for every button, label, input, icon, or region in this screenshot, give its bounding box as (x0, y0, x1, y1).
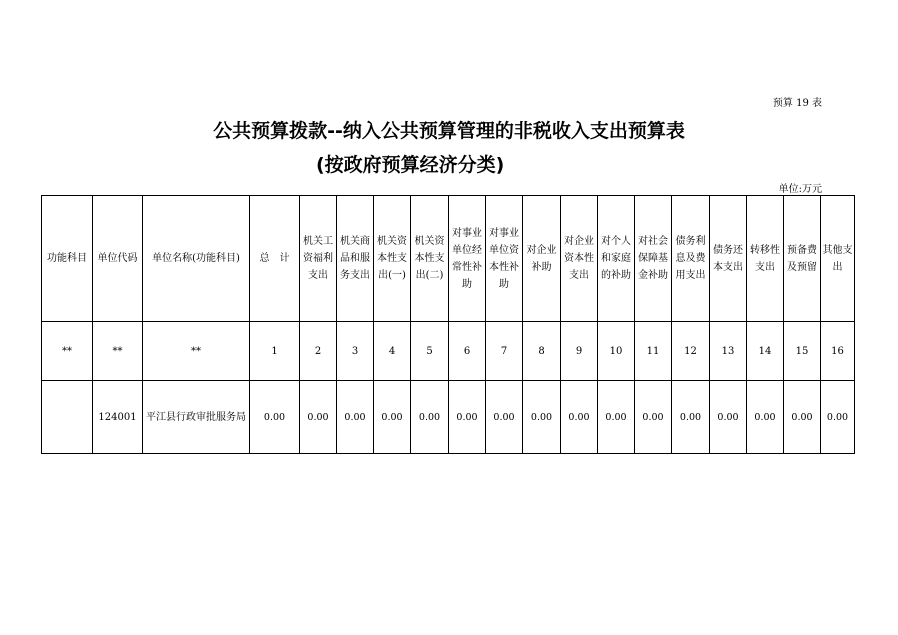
header-cell: 债务还本支出 (710, 196, 747, 322)
index-cell: 5 (411, 322, 449, 381)
header-cell: 机关资本性支出(二) (411, 196, 449, 322)
header-cell: 机关工资福利支出 (300, 196, 337, 322)
header-cell: 单位代码 (93, 196, 143, 322)
index-cell: ** (42, 322, 93, 381)
amount-cell: 0.00 (374, 381, 411, 454)
header-cell: 转移性支出 (747, 196, 784, 322)
index-cell: 8 (523, 322, 561, 381)
unit-label: 单位:万元 (778, 184, 822, 195)
page-title: 公共预算拨款--纳入公共预算管理的非税收入支出预算表 (213, 120, 685, 142)
amount-cell: 0.00 (784, 381, 821, 454)
header-cell: 对事业单位资本性补助 (486, 196, 523, 322)
header-cell: 机关商品和服务支出 (337, 196, 374, 322)
index-cell: 9 (561, 322, 598, 381)
header-cell: 对企业补助 (523, 196, 561, 322)
amount-cell: 0.00 (523, 381, 561, 454)
amount-cell: 0.00 (486, 381, 523, 454)
header-cell: 对企业资本性支出 (561, 196, 598, 322)
header-cell: 对个人和家庭的补助 (598, 196, 635, 322)
header-cell: 债务利息及费用支出 (672, 196, 710, 322)
header-cell: 总 计 (250, 196, 300, 322)
index-cell: 2 (300, 322, 337, 381)
header-cell: 功能科目 (42, 196, 93, 322)
index-cell: 6 (449, 322, 486, 381)
unit-name-cell: 平江县行政审批服务局 (143, 381, 250, 454)
index-cell: 12 (672, 322, 710, 381)
page-subtitle: (按政府预算经济分类) (316, 154, 505, 176)
header-cell: 其他支出 (821, 196, 855, 322)
header-row (42, 196, 855, 322)
function-subject-cell (42, 381, 93, 454)
amount-cell: 0.00 (561, 381, 598, 454)
amount-cell: 0.00 (598, 381, 635, 454)
amount-cell: 0.00 (411, 381, 449, 454)
header-cell: 对社会保障基金补助 (635, 196, 672, 322)
index-cell: 10 (598, 322, 635, 381)
index-cell: 11 (635, 322, 672, 381)
amount-cell: 0.00 (337, 381, 374, 454)
amount-cell: 0.00 (747, 381, 784, 454)
header-cell: 单位名称(功能科目) (143, 196, 250, 322)
budget-table (41, 195, 855, 454)
amount-cell: 0.00 (672, 381, 710, 454)
index-cell: 4 (374, 322, 411, 381)
header-cell: 预备费及预留 (784, 196, 821, 322)
table-row (42, 381, 855, 454)
index-cell: ** (143, 322, 250, 381)
amount-cell: 0.00 (300, 381, 337, 454)
index-cell: 15 (784, 322, 821, 381)
unit-code-cell: 124001 (93, 381, 143, 454)
index-cell: 13 (710, 322, 747, 381)
index-cell: 7 (486, 322, 523, 381)
amount-cell: 0.00 (449, 381, 486, 454)
amount-cell: 0.00 (635, 381, 672, 454)
index-cell: ** (93, 322, 143, 381)
index-cell: 1 (250, 322, 300, 381)
header-cell: 机关资本性支出(一) (374, 196, 411, 322)
amount-cell: 0.00 (710, 381, 747, 454)
index-row (42, 322, 855, 381)
index-cell: 14 (747, 322, 784, 381)
index-cell: 3 (337, 322, 374, 381)
index-cell: 16 (821, 322, 855, 381)
header-cell: 对事业单位经常性补助 (449, 196, 486, 322)
table-number: 预算 19 表 (772, 98, 822, 109)
amount-cell: 0.00 (821, 381, 855, 454)
amount-cell: 0.00 (250, 381, 300, 454)
